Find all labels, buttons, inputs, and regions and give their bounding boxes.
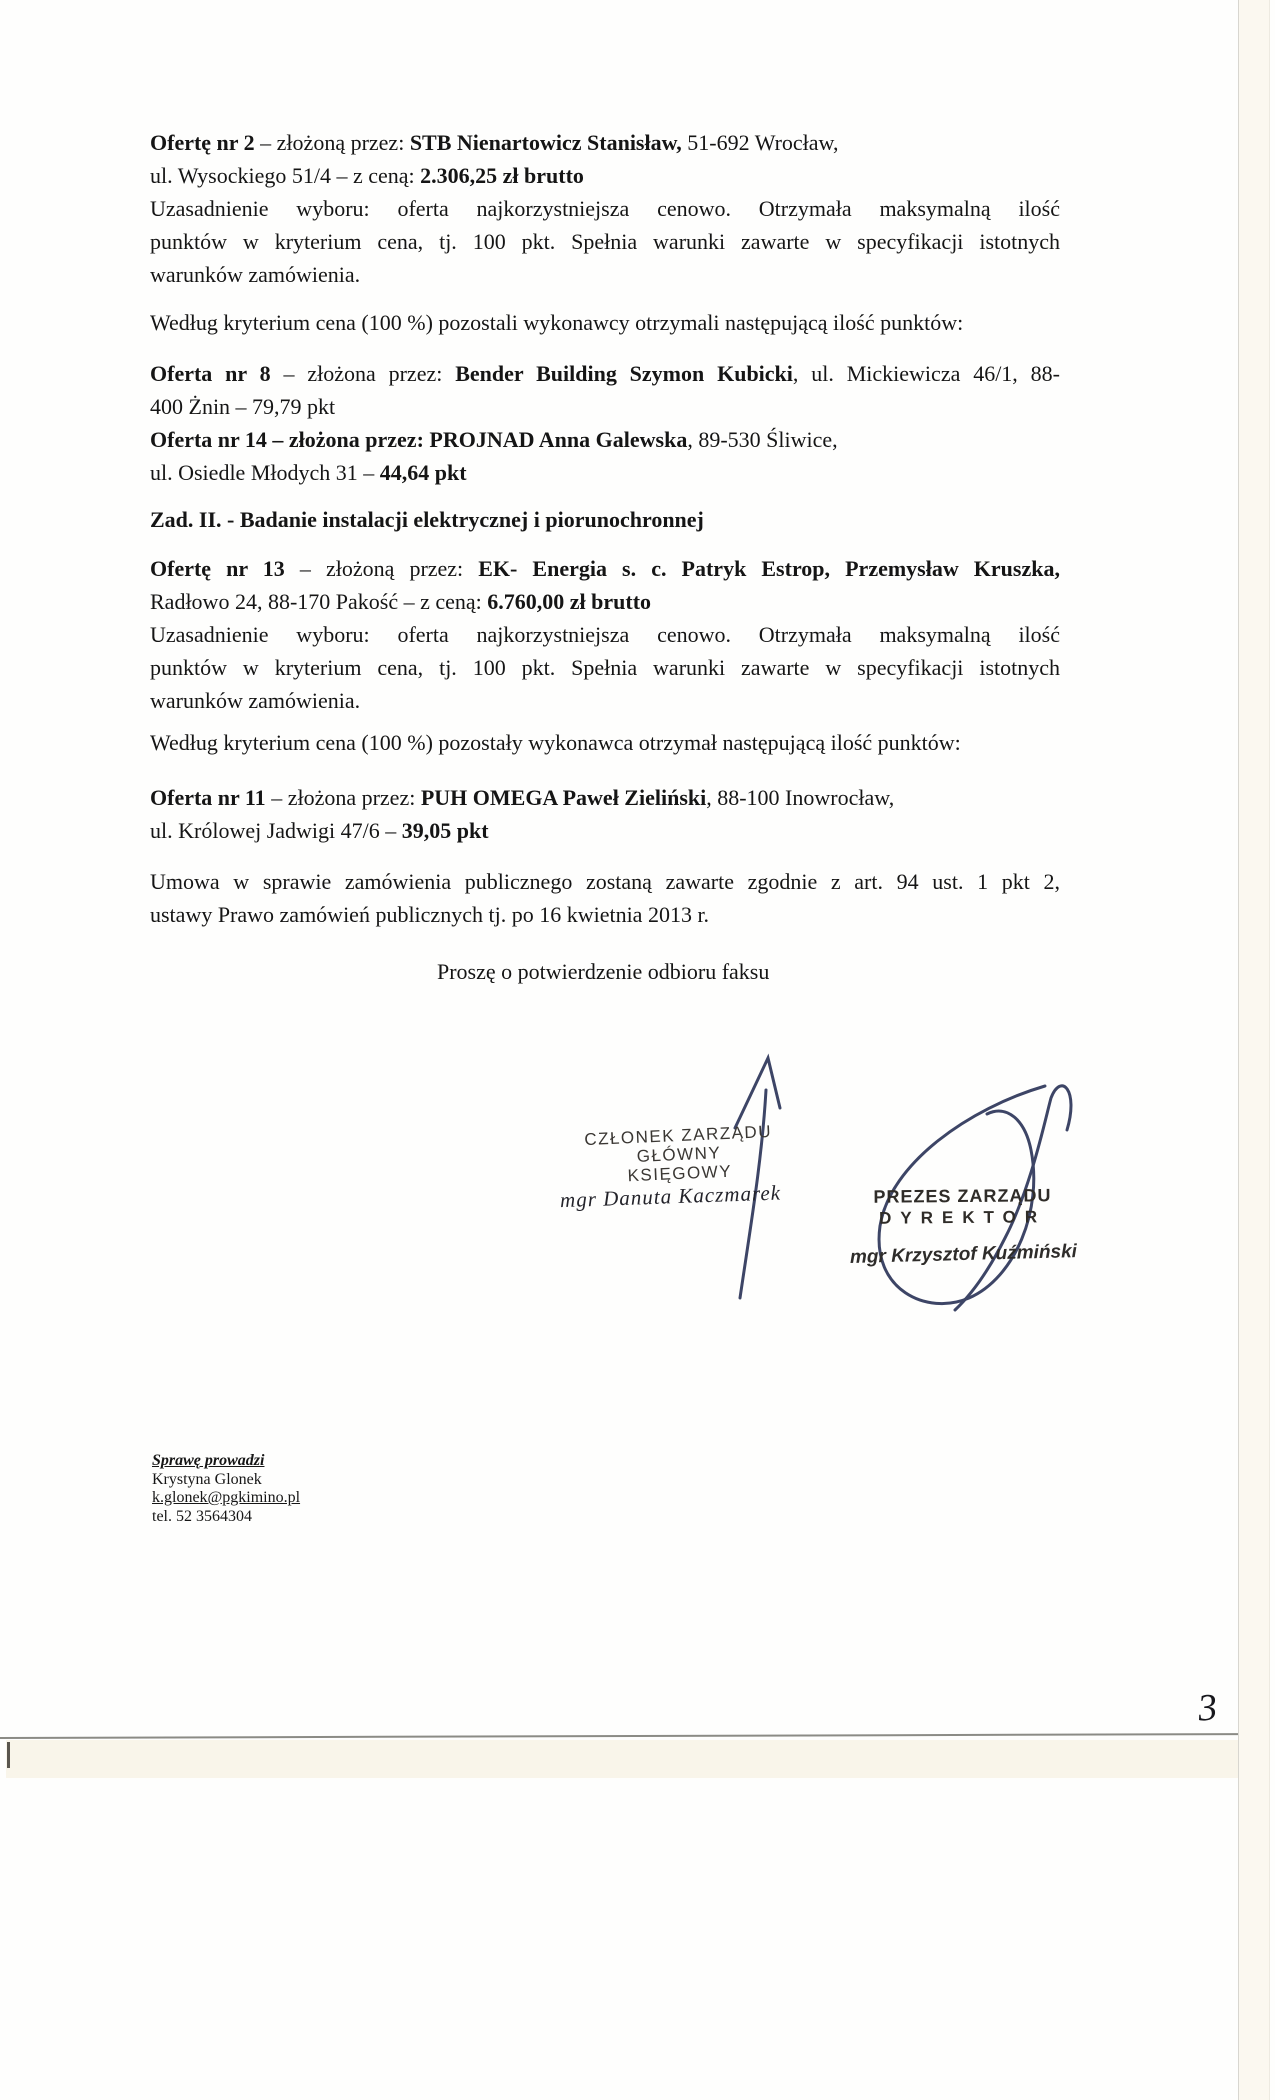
text-line: warunków zamówienia. [150,262,361,287]
text-line: Według kryterium cena (100 %) pozostali wykonawcy otrzymali następującą ilość punktów: [150,310,964,335]
stamp-title-line: CZŁONEK ZARZĄDU [583,1121,773,1150]
price-value: 6.760,00 zł brutto [487,589,652,614]
page-right-edge [1238,0,1270,2100]
stamp-title-line: PREZES ZARZĄDU [873,1185,1052,1207]
signature-name-krzysztof-kuzminski: mgr Krzysztof Kuźmiński [849,1241,1078,1269]
stamp-title-line: GŁÓWNY KSIĘGOWY [627,1143,733,1186]
points-value: 39,05 pkt [401,818,489,843]
text-line: ul. Wysockiego 51/4 – z ceną: 2.306,25 zł brutto [150,163,584,188]
text-line: Uzasadnienie wyboru: oferta najkorzystniejsza cenowo. Otrzymała maksymalną ilość [150,622,1060,647]
contractor-name: Bender Building Szymon Kubicki [455,361,793,386]
text-line: Oferta nr 14 – złożona przez: PROJNAD Anna Galewska, 89-530 Śliwice, [150,427,838,452]
stamp-title-line: DYREKTOR [878,1207,1047,1228]
text-line: Uzasadnienie wyboru: oferta najkorzystniejsza cenowo. Otrzymała maksymalną ilość [150,196,1060,221]
text-line: Według kryterium cena (100 %) pozostały wykonawca otrzymał następującą ilość punktów: [150,730,961,755]
text-line: Oferta nr 11 – złożona przez: PUH OMEGA Paweł Zieliński, 88-100 Inowrocław, [150,785,895,810]
text-line: 400 Żnin – 79,79 pkt [150,394,336,419]
scan-edge-artifact [7,1742,10,1768]
offer-8-label: Oferta nr 8 [150,361,271,386]
offer-13-label: Ofertę nr 13 [150,556,285,581]
offer-2-label: Ofertę nr 2 [150,130,255,155]
fax-confirmation-note: Proszę o potwierdzenie odbioru faksu [437,959,770,984]
points-note-1 [150,306,1060,339]
text-line: Umowa w sprawie zamówienia publicznego zostaną zawarte zgodnie z art. 94 ust. 1 pkt 2, [150,869,1060,894]
price-value: 2.306,25 zł brutto [420,163,584,188]
handwritten-page-number: 3 [1196,1686,1219,1730]
offer-11-paragraph [150,781,1060,847]
text-line: Ofertę nr 13 – złożoną przez: EK- Energia s. c. Patryk Estrop, Przemysław Kruszka, [150,556,1060,581]
case-handler-phone: tel. 52 3564304 [152,1507,252,1525]
text-line: Ofertę nr 2 – złożoną przez: STB Nienartowicz Stanisław, 51-692 Wrocław, [150,130,839,155]
offer-2-paragraph [150,126,1060,291]
text-line: Oferta nr 8 – złożona przez: Bender Building Szymon Kubicki, ul. Mickiewicza 46/1, 88- [150,361,1060,386]
contract-note-paragraph [150,865,1060,931]
offer-14-label: Oferta nr 14 – złożona przez: PROJNAD Anna Galewska [150,427,688,452]
text-line: punktów w kryterium cena, tj. 100 pkt. Spełnia warunki zawarte w specyfikacji istotnych [150,655,1060,680]
signature-name-danuta-kaczmarek: mgr Danuta Kaczmarek [559,1180,782,1213]
contractor-name: PUH OMEGA Paweł Zieliński [420,785,707,810]
case-handler-email: k.glonek@pgkimino.pl [152,1489,301,1506]
text-line: ustawy Prawo zamówień publicznych tj. po 16 kwietnia 2013 r. [150,902,710,927]
offers-8-14-paragraph [150,357,1060,489]
case-handler-heading: Sprawę prowadzi [152,1452,265,1469]
text-line: punktów w kryterium cena, tj. 100 pkt. Spełnia warunki zawarte w specyfikacji istotnych [150,229,1060,254]
section-heading-zad-2: Zad. II. - Badanie instalacji elektrycznej i piorunochronnej [150,507,704,532]
text-line: Radłowo 24, 88-170 Pakość – z ceną: 6.760,00 zł brutto [150,589,652,614]
case-handler-name: Krystyna Glonek [152,1470,262,1488]
case-handler-block [152,1452,300,1526]
page-bottom-edge [0,1733,1238,1739]
contractor-name: EK- Energia s. c. Patryk Estrop, Przemysław Kruszka, [478,556,1060,581]
offer-11-label: Oferta nr 11 [150,785,266,810]
text-line: ul. Osiedle Młodych 31 – 44,64 pkt [150,460,467,485]
contractor-name: STB Nienartowicz Stanisław, [409,130,682,155]
stamp-board-member [582,1122,776,1187]
points-value: 44,64 pkt [379,460,467,485]
offer-13-paragraph [150,552,1060,717]
text-line: ul. Królowej Jadwigi 47/6 – 39,05 pkt [150,818,489,843]
stamp-president-director [870,1185,1055,1229]
points-note-2 [150,726,1060,759]
scanner-background-strip [6,1740,1238,1778]
text-line: warunków zamówienia. [150,688,361,713]
